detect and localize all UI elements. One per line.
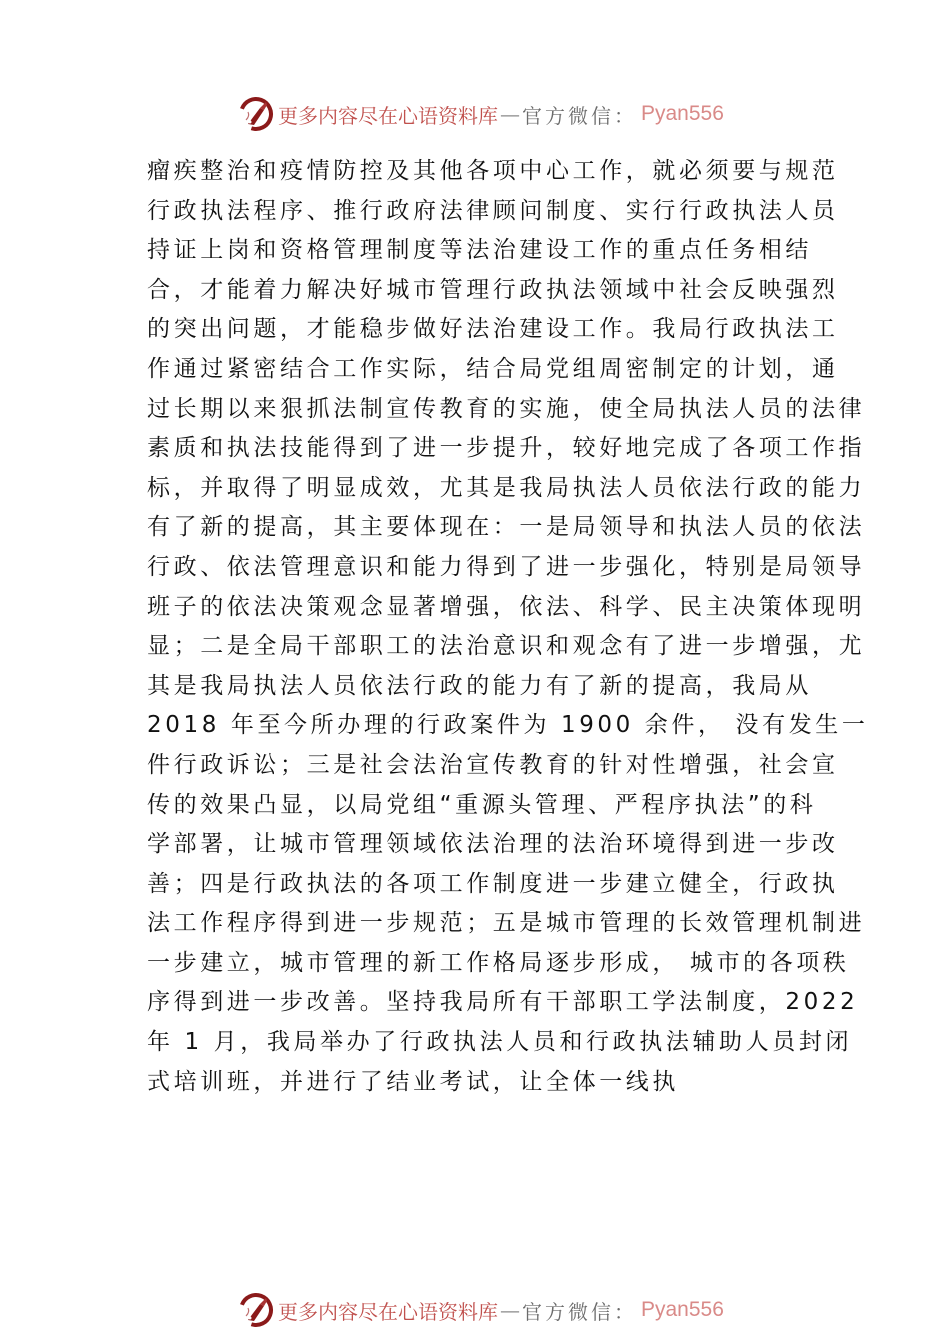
text-line: 一步建立，城市管理的新工作格局逐步形成， 城市的各项秩 (147, 949, 850, 976)
wechat-id: Pyan556 (641, 102, 724, 125)
wechat-label: 官方微信： (522, 103, 637, 128)
text-line: 持证上岗和资格管理制度等法治建设工作的重点任务相结 (147, 237, 812, 264)
quill-pen-logo-icon (238, 96, 274, 132)
promo-text: 更多内容尽在心语资料库 (278, 103, 498, 128)
text-line: 学部署，让城市管理领域依法治理的法治环境得到进一步改 (147, 831, 839, 858)
text-line: 瘤疾整治和疫情防控及其他各项中心工作，就必须要与规范 (147, 158, 839, 184)
document-body (147, 152, 869, 1102)
text-line: 过长期以来狠抓法制宣传教育的实施，使全局执法人员的法律 (147, 395, 866, 422)
text-line: 显；二是全局干部职工的法治意识和观念有了进一步增强，尤 (147, 633, 866, 660)
text-line: 作通过紧密结合工作实际，结合局党组周密制定的计划，通 (147, 355, 839, 382)
text-line: 行政、依法管理意识和能力得到了进一步强化，特别是局领导 (147, 553, 866, 580)
text-line: 法工作程序得到进一步规范；五是城市管理的长效管理机制进 (147, 910, 866, 937)
text-line: 的突出问题，才能稳步做好法治建设工作。我局行政执法工 (147, 316, 839, 343)
wechat-label: 官方微信： (522, 1299, 637, 1324)
text-line: 其是我局执法人员依法行政的能力有了新的提高，我局从 (147, 672, 812, 699)
text-line: 传的效果凸显，以局党组“重源头管理、严程序执法”的科 (147, 791, 817, 818)
text-line: 标，并取得了明显成效，尤其是我局执法人员依法行政的能力 (147, 474, 866, 501)
text-line: 式培训班，并进行了结业考试，让全体一线执 (147, 1068, 679, 1095)
text-line: 序得到进一步改善。坚持我局所有干部职工学法制度，2022 (147, 989, 859, 1016)
text-line: 有了新的提高，其主要体现在：一是局领导和执法人员的依法 (147, 514, 866, 541)
text-line: 合，才能着力解决好城市管理行政执法领域中社会反映强烈 (147, 276, 839, 303)
text-line: 班子的依法决策观念显著增强，依法、科学、民主决策体现明 (147, 593, 866, 620)
promo-text: 更多内容尽在心语资料库 (278, 1299, 498, 1324)
quill-pen-logo-icon (238, 1292, 274, 1328)
text-line: 行政执法程序、推行政府法律顾问制度、实行行政执法人员 (147, 197, 839, 224)
wechat-id: Pyan556 (641, 1298, 724, 1321)
separator-dash: — (500, 102, 520, 126)
footer-banner (238, 1290, 724, 1330)
text-line: 件行政诉讼；三是社会法治宣传教育的针对性增强，社会宣 (147, 751, 839, 778)
text-line: 年 1 月，我局举办了行政执法人员和行政执法辅助人员封闭 (147, 1029, 853, 1056)
text-line: 2018 年至今所办理的行政案件为 1900 余件， 没有发生一 (147, 712, 869, 739)
text-line: 善；四是行政执法的各项工作制度进一步建立健全，行政执 (147, 870, 839, 897)
header-banner (238, 94, 724, 134)
text-line: 素质和执法技能得到了进一步提升，较好地完成了各项工作指 (147, 435, 866, 462)
separator-dash: — (500, 1298, 520, 1322)
